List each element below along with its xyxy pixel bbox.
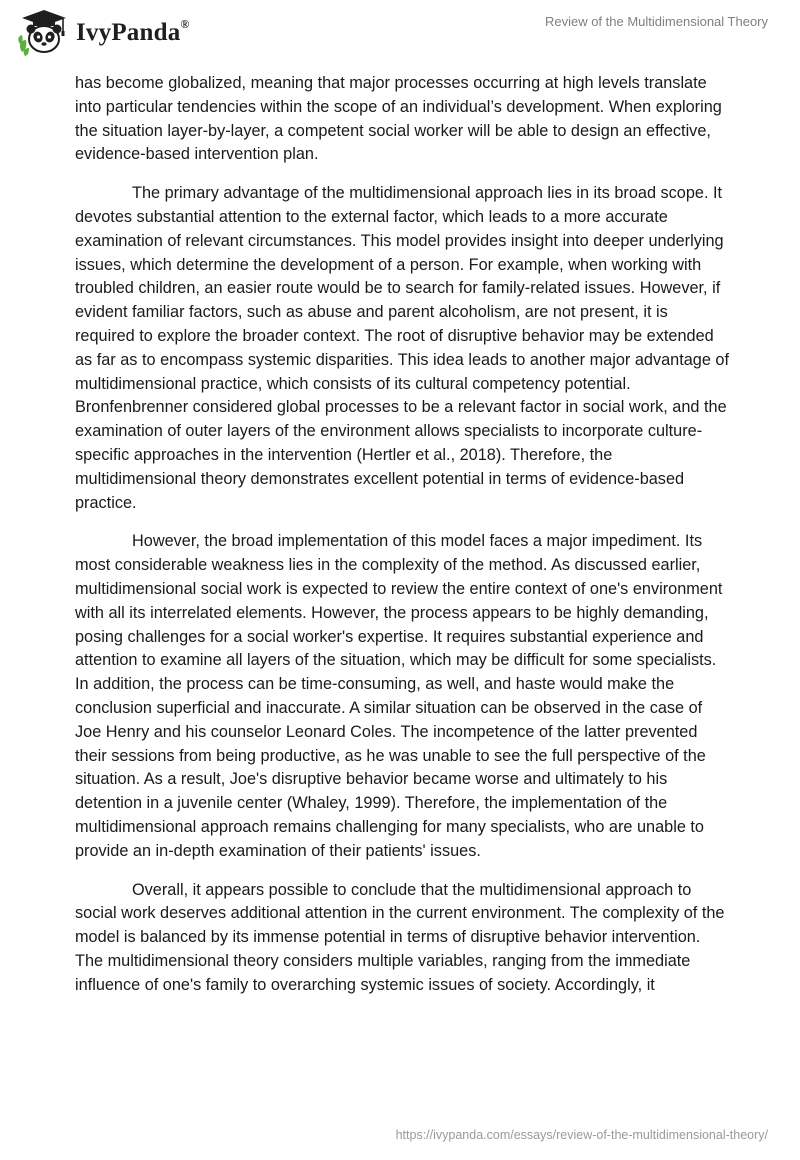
paragraph-conclusion: Overall, it appears possible to conclude that the multidimensional approach to social work deserves additional attention in the current environment. The complexity of the model is balanced by its immense potential in terms of disruptive behavior intervention. The multidimensional theory considers multiple variables, ranging from the immediate influence of one's family to overarching systemic issues of society. Accordingly, it [75,880,725,994]
panda-graduate-icon [16,8,72,58]
brand-name: IvyPanda® [76,17,190,46]
source-url[interactable]: https://ivypanda.com/essays/review-of-the-multidimensional-theory/ [395,1128,768,1142]
paragraph-continued: has become globalized, meaning that major processes occurring at high levels translate into particular tendencies within the scope of an individual’s development. When exploring the situation layer-by-layer, a competent social worker will be able to design an effective, evidence-based intervention plan. [75,74,722,164]
ivypanda-logo[interactable] [16,8,190,58]
registered-mark: ® [180,17,190,31]
document-title: Review of the Multidimensional Theory [544,14,768,29]
paragraph-weakness: However, the broad implementation of this model faces a major impediment. Its most considerable weakness lies in the complexity of the method. As discussed earlier, multidimensional social work is expected to review the entire context of one's environment with all its interrelated elements. However, the process appears to be highly demanding, posing challenges for a social worker's expertise. It requires substantial experience and attention to examine all layers of the situation, which may be difficult for some specialists. In addition, the process can be time-consuming, as well, and haste would make the conclusion superficial and inaccurate. A similar situation can be observed in the case of Joe Henry and his counselor Leonard Coles. The incompetence of the latter prevented their sessions from being productive, as he was unable to see the full perspective of the situation. As a result, Joe's disruptive behavior became worse and ultimately to his detention in a juvenile center (Whaley, 1999). Therefore, the implementation of the multidimensional approach remains challenging for many specialists, who are unable to provide an in-depth examination of their patients' issues. [75,532,723,860]
essay-body [75,72,730,1012]
paragraph-advantages: The primary advantage of the multidimensional approach lies in its broad scope. It devotes substantial attention to the external factor, which leads to a more accurate examination of relevant circumstances. This model provides insight into deeper underlying issues, which determine the development of a person. For example, when working with troubled children, an easier route would be to search for family-related issues. However, if evident familiar factors, such as abuse and parent alcoholism, are not present, it is required to explore the broader context. The root of disruptive behavior may be extended as far as to encompass systemic disparities. This idea leads to another major advantage of multidimensional practice, which consists of its cultural competency potential. Bronfenbrenner considered global processes to be a relevant factor in social work, and the examination of outer layers of the environment allows specialists to incorporate culture-specific approaches in the intervention (Hertler et al., 2018). Therefore, the multidimensional theory demonstrates excellent potential in terms of evidence-based practice. [75,184,730,512]
page-header [0,0,800,64]
